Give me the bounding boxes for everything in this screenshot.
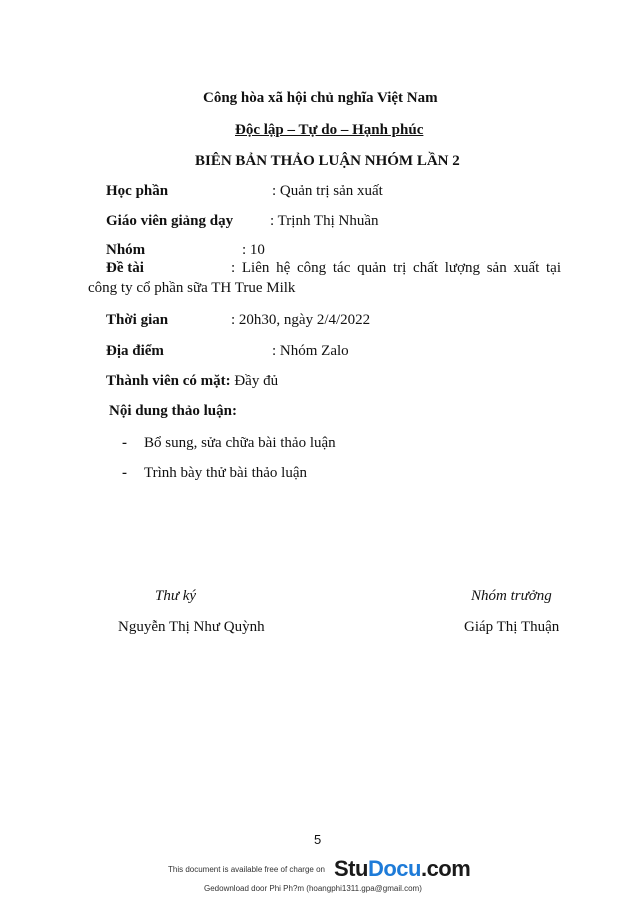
group-label: Nhóm [106,242,146,258]
course-label: Học phần [106,183,169,199]
members-line [106,373,278,390]
list-item-text: Bổ sung, sửa chữa bài thảo luận [144,435,336,451]
secretary-role: Thư ký [155,588,197,604]
place-label: Địa điểm [106,343,164,359]
members-label: Thành viên có mặt: [106,373,231,389]
topic-value-line2: công ty cổ phần sữa TH True Milk [88,280,296,296]
bullet: - [122,435,127,451]
page-title: BIÊN BẢN THẢO LUẬN NHÓM LẦN 2 [195,153,460,169]
teacher-label: Giáo viên giảng dạy [106,213,234,229]
group-value: : 10 [242,242,265,258]
motto: Độc lập – Tự do – Hạnh phúc [235,122,424,138]
teacher-value: : Trịnh Thị Nhuần [270,213,379,229]
place-value: : Nhóm Zalo [272,343,349,359]
bullet: - [122,465,127,481]
topic-value-line1: : Liên hệ công tác quản trị chất lượng sản xuất tại [231,260,561,276]
country-header: Công hòa xã hội chủ nghĩa Việt Nam [203,90,438,106]
list-item [122,465,307,482]
studocu-logo[interactable] [334,856,470,882]
course-value: : Quản trị sản xuất [272,183,383,199]
list-item [122,435,336,452]
secretary-name: Nguyễn Thị Như Quỳnh [118,619,265,635]
time-label: Thời gian [106,312,169,328]
content-heading: Nội dung thảo luận: [109,403,237,419]
leader-name: Giáp Thị Thuận [464,619,560,635]
topic-label: Đề tài [106,260,144,276]
available-text: This document is available free of charge on [168,865,325,874]
list-item-text: Trình bày thử bài thảo luận [144,465,307,481]
members-value: Đầy đủ [230,373,279,389]
leader-role: Nhóm trưởng [471,588,552,604]
time-value: : 20h30, ngày 2/4/2022 [231,312,371,328]
download-text: Gedownload door Phi Ph?m (hoangphi1311.gpa@gmail.com) [204,884,422,893]
logo-stu: Stu [334,856,368,881]
logo-docu: Docu [367,856,421,881]
logo-com: .com [420,856,471,881]
page-number: 5 [314,832,322,847]
